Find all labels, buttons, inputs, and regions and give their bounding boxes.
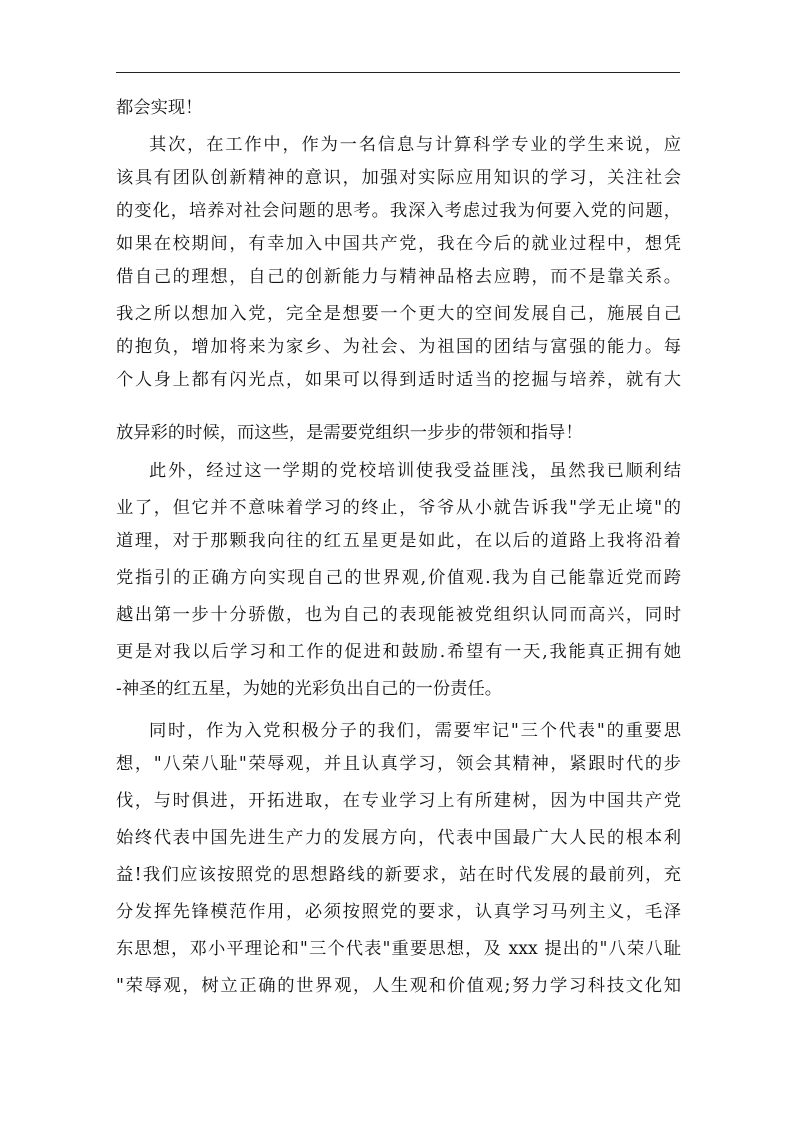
text-line: -神圣的红五星，为她的光彩负出自己的一份责任。	[116, 679, 503, 699]
text-line: 个人身上都有闪光点，如果可以得到适时适当的挖掘与培养，就有大	[116, 370, 681, 390]
text-line: 我之所以想加入党，完全是想要一个更大的空间发展自己，施展自己	[116, 304, 681, 324]
paragraph-first-line: 同时，作为入党积极分子的我们，需要牢记"三个代表"的重要思	[149, 721, 681, 741]
text-line: 放异彩的时候，而这些，是需要党组织一步步的带领和指导！	[116, 423, 583, 443]
text-line: 该具有团队创新精神的意识，加强对实际应用知识的学习，关注社会	[116, 168, 681, 188]
text-line: 如果在校期间，有幸加入中国共产党，我在今后的就业过程中，想凭	[116, 234, 681, 254]
text-line: 想，"八荣八耻"荣辱观，并且认真学习，领会其精神，紧跟时代的步	[116, 754, 681, 774]
text-line: 道理，对于那颗我向往的红五星更是如此，在以后的道路上我将沿着	[116, 531, 681, 551]
text-line: 的变化，培养对社会问题的思考。我深入考虑过我为何要入党的问题，	[116, 201, 681, 221]
paragraph-first-line: 此外，经过这一学期的党校培训使我受益匪浅，虽然我已顺利结	[149, 461, 681, 481]
text-line: 借自己的理想，自己的创新能力与精神品格去应聘，而不是靠关系。	[116, 267, 681, 287]
text-line: 更是对我以后学习和工作的促进和鼓励.希望有一天,我能真正拥有她	[116, 642, 681, 662]
text-line: 的抱负，增加将来为家乡、为社会、为祖国的团结与富强的能力。每	[116, 337, 681, 357]
text-line: 益!我们应该按照党的思想路线的新要求，站在时代发展的最前列，充	[116, 865, 681, 885]
text-line: 分发挥先锋模范作用，必须按照党的要求，认真学习马列主义，毛泽	[116, 902, 681, 922]
text-line: 始终代表中国先进生产力的发展方向，代表中国最广大人民的根本利	[116, 828, 681, 848]
text-line: 越出第一步十分骄傲，也为自己的表现能被党组织认同而高兴，同时	[116, 605, 681, 625]
text-line: 都会实现！	[116, 98, 203, 118]
paragraph-first-line: 其次，在工作中，作为一名信息与计算科学专业的学生来说，应	[149, 135, 681, 155]
text-line: "荣辱观，树立正确的世界观，人生观和价值观;努力学习科技文化知	[116, 976, 681, 996]
header-rule	[116, 72, 680, 73]
text-line: 党指引的正确方向实现自己的世界观,价值观.我为自己能靠近党而跨	[116, 568, 681, 588]
text-line: 业了，但它并不意味着学习的终止，爷爷从小就告诉我"学无止境"的	[116, 498, 681, 518]
text-line: 东思想，邓小平理论和"三个代表"重要思想，及 xxx 提出的"八荣八耻	[116, 939, 681, 959]
text-line: 伐，与时俱进，开拓进取，在专业学习上有所建树，因为中国共产党	[116, 791, 681, 811]
